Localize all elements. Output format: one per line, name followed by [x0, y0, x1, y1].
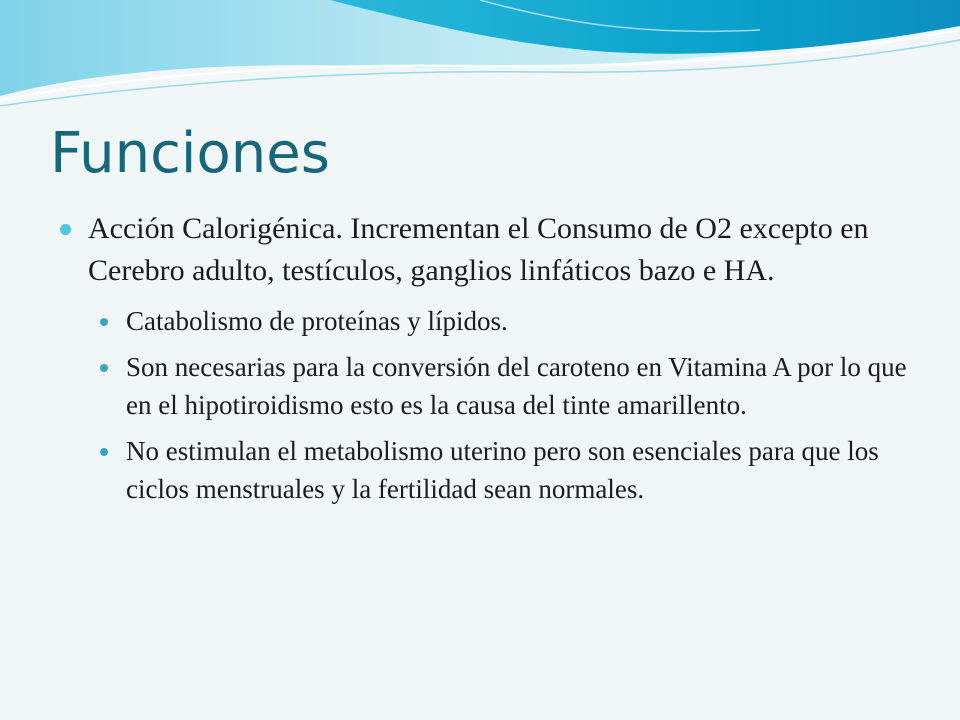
bullet-dot-icon: [100, 364, 108, 372]
sub-bullet-item-vitamin-a: [100, 348, 920, 424]
bullet-text: Son necesarias para la conversión del caroteno en Vitamina A por lo que en el hipotiroidismo esto es la causa del tinte amarillento.: [126, 352, 907, 420]
bullet-text: No estimulan el metabolismo uterino pero son esenciales para que los ciclos menstruales y la fertilidad sean normales.: [126, 436, 879, 504]
bullet-dot-icon: [100, 448, 108, 456]
bullet-item-calorigenic-action: [60, 208, 920, 292]
sub-bullet-item-uterine-metabolism: [100, 432, 920, 508]
bullet-dot-icon: [60, 224, 71, 235]
bullet-list: [60, 208, 920, 516]
slide-title: Funciones: [50, 121, 330, 186]
header-wave-decoration: [0, 0, 960, 110]
bullet-text: Acción Calorigénica. Incrementan el Consumo de O2 excepto en Cerebro adulto, testículos, ganglios linfáticos bazo e HA.: [88, 212, 869, 287]
sub-bullet-item-catabolism: [100, 302, 920, 340]
bullet-text: Catabolismo de proteínas y lípidos.: [126, 306, 508, 336]
bullet-dot-icon: [100, 318, 108, 326]
